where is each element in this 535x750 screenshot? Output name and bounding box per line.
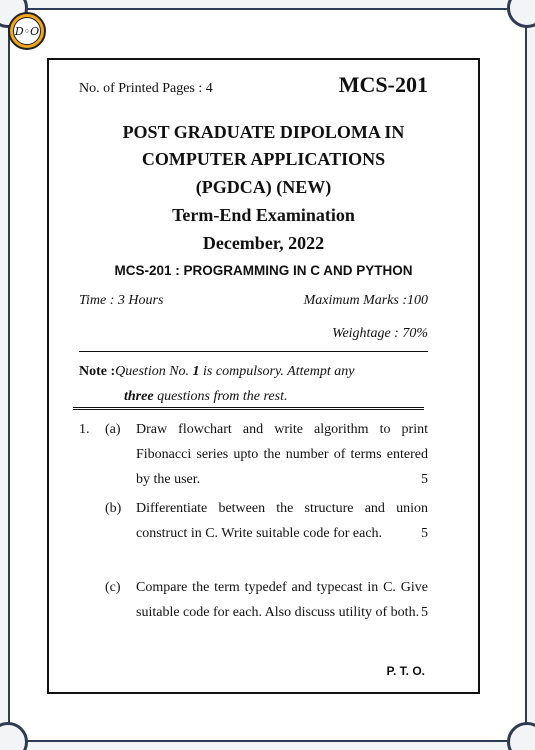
divider	[79, 351, 428, 352]
weightage: Weightage : 70%	[332, 326, 428, 341]
corner-ornament	[0, 722, 28, 750]
instructions-note	[79, 359, 428, 409]
corner-ornament	[507, 722, 535, 750]
question-part: (b)	[105, 501, 122, 516]
paper-header	[79, 72, 428, 98]
program-title-line2: COMPUTER APPLICATIONS	[141, 149, 386, 169]
exam-title: Term-End Examination	[172, 205, 355, 225]
note-text: Question No.	[115, 364, 193, 379]
question-text: Differentiate between the structure and union construct in C. Write suitable code for each.	[136, 501, 428, 541]
printed-pages: No. of Printed Pages : 4	[79, 81, 213, 96]
question-text: Compare the term typedef and typecast in C. Give suitable code for each. Also discuss utility of both.	[136, 580, 428, 620]
question-part: (c)	[105, 580, 121, 595]
question-marks: 5	[421, 526, 428, 541]
logo-text: D◦O	[13, 17, 41, 45]
question-part: (a)	[105, 422, 121, 437]
exam-date: December, 2022	[202, 233, 325, 253]
note-question-number: 1	[192, 364, 200, 379]
question-marks: 5	[421, 472, 428, 487]
logo-icon	[8, 12, 46, 50]
program-title-line1: POST GRADUATE DIPOLOMA IN	[122, 122, 405, 142]
double-divider	[73, 407, 424, 411]
pto-label: P. T. O.	[386, 664, 425, 678]
exam-meta	[79, 293, 428, 309]
question-text: Draw flowchart and write algorithm to print Fibonacci series upto the number of terms entered by the user.	[136, 422, 428, 487]
paper-code: MCS-201	[338, 72, 428, 97]
note-count: three	[124, 389, 154, 404]
question-marks: 5	[421, 605, 428, 620]
question-1a	[79, 417, 428, 492]
maximum-marks: Maximum Marks :100	[303, 293, 428, 308]
time-allowed: Time : 3 Hours	[79, 293, 164, 308]
note-label: Note :	[79, 364, 116, 379]
question-number: 1.	[79, 422, 90, 437]
weightage-row	[79, 326, 428, 342]
program-title-line3: (PGDCA) (NEW)	[195, 177, 332, 197]
exam-paper	[47, 58, 480, 694]
question-1b	[79, 496, 428, 546]
subject-title: MCS-201 : PROGRAMMING IN C AND PYTHON	[114, 263, 413, 278]
corner-ornament	[507, 0, 535, 28]
question-1c	[79, 575, 428, 625]
note-text: is compulsory. Attempt any	[199, 364, 355, 379]
note-text: questions from the rest.	[153, 389, 288, 404]
